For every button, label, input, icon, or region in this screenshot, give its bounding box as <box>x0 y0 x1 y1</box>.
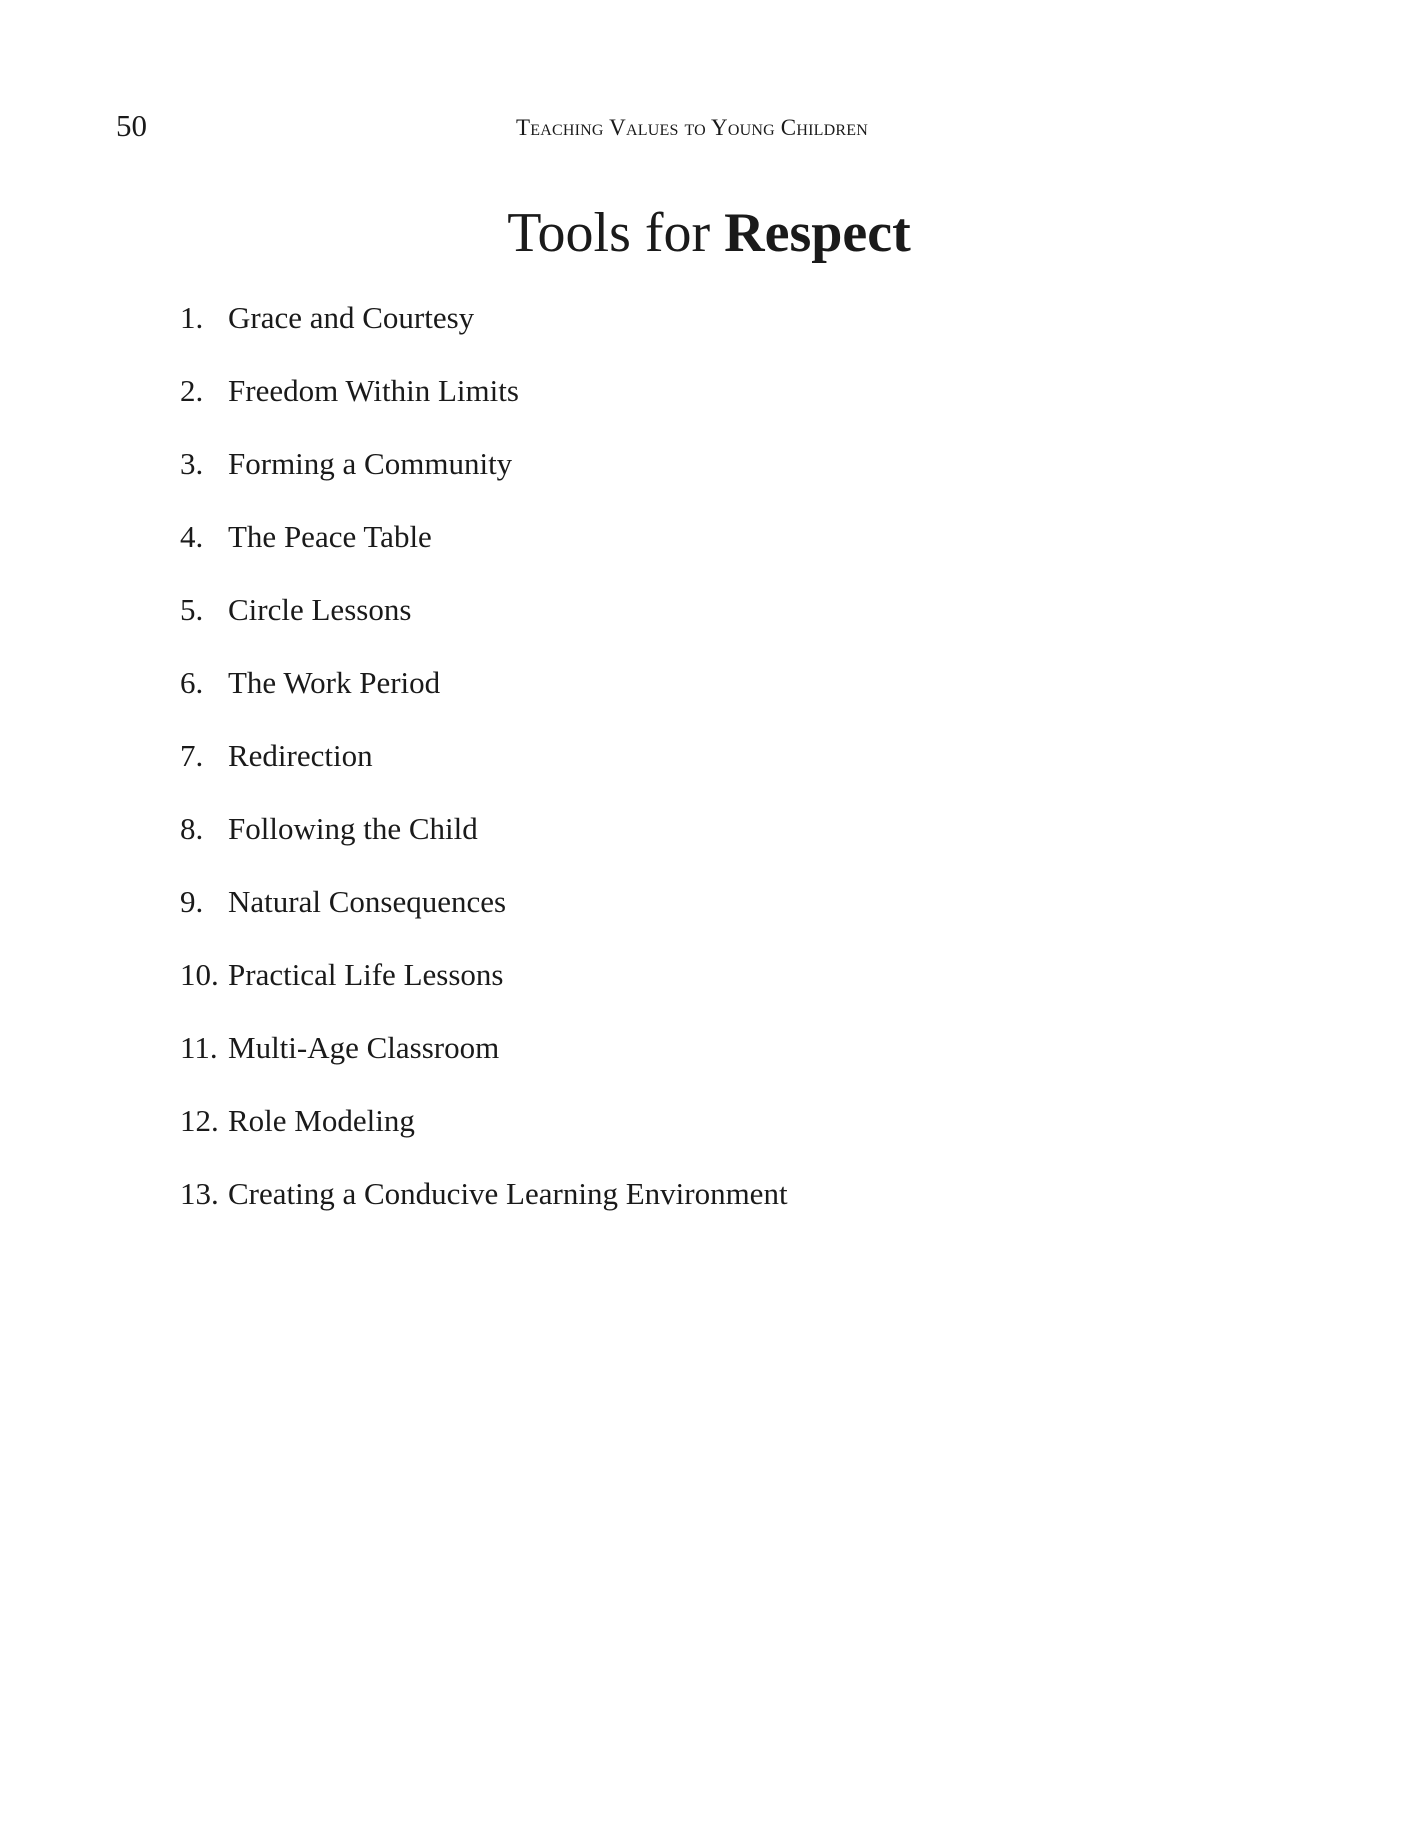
page-title <box>0 202 1418 264</box>
page-number: 50 <box>116 108 147 143</box>
list-item <box>180 448 788 521</box>
title-regular: Tools for <box>507 202 725 264</box>
list-item-label: Following the Child <box>228 811 478 846</box>
list-item <box>180 594 788 667</box>
list-item <box>180 959 788 1032</box>
list-item <box>180 521 788 594</box>
tools-list <box>180 302 788 1251</box>
list-item <box>180 1178 788 1251</box>
list-item-label: Forming a Community <box>228 446 513 481</box>
list-item <box>180 1032 788 1105</box>
list-item-number: 13. <box>180 1176 219 1211</box>
list-item-label: Creating a Conducive Learning Environment <box>228 1176 788 1211</box>
list-item-number: 1. <box>180 300 204 335</box>
list-item-number: 2. <box>180 373 204 408</box>
list-item-label: Redirection <box>228 738 373 773</box>
list-item-number: 5. <box>180 592 204 627</box>
list-item-number: 10. <box>180 957 219 992</box>
title-bold: Respect <box>724 202 911 264</box>
list-item-label: Multi-Age Classroom <box>228 1030 500 1065</box>
list-item-label: Freedom Within Limits <box>228 373 519 408</box>
list-item <box>180 1105 788 1178</box>
list-item-number: 11. <box>180 1030 218 1065</box>
list-item-label: Practical Life Lessons <box>228 957 504 992</box>
list-item-number: 12. <box>180 1103 219 1138</box>
list-item-number: 3. <box>180 446 204 481</box>
list-item-label: The Work Period <box>228 665 441 700</box>
list-item-label: Role Modeling <box>228 1103 415 1138</box>
running-header: Teaching Values to Young Children <box>516 115 868 140</box>
list-item-label: Natural Consequences <box>228 884 507 919</box>
list-item-label: Circle Lessons <box>228 592 412 627</box>
list-item <box>180 667 788 740</box>
list-item-number: 7. <box>180 738 204 773</box>
list-item <box>180 375 788 448</box>
list-item-number: 8. <box>180 811 204 846</box>
list-item-number: 6. <box>180 665 204 700</box>
list-item <box>180 302 788 375</box>
list-item-number: 4. <box>180 519 204 554</box>
list-item <box>180 813 788 886</box>
list-item-label: Grace and Courtesy <box>228 300 475 335</box>
list-item-number: 9. <box>180 884 204 919</box>
list-item <box>180 740 788 813</box>
list-item <box>180 886 788 959</box>
list-item-label: The Peace Table <box>228 519 432 554</box>
